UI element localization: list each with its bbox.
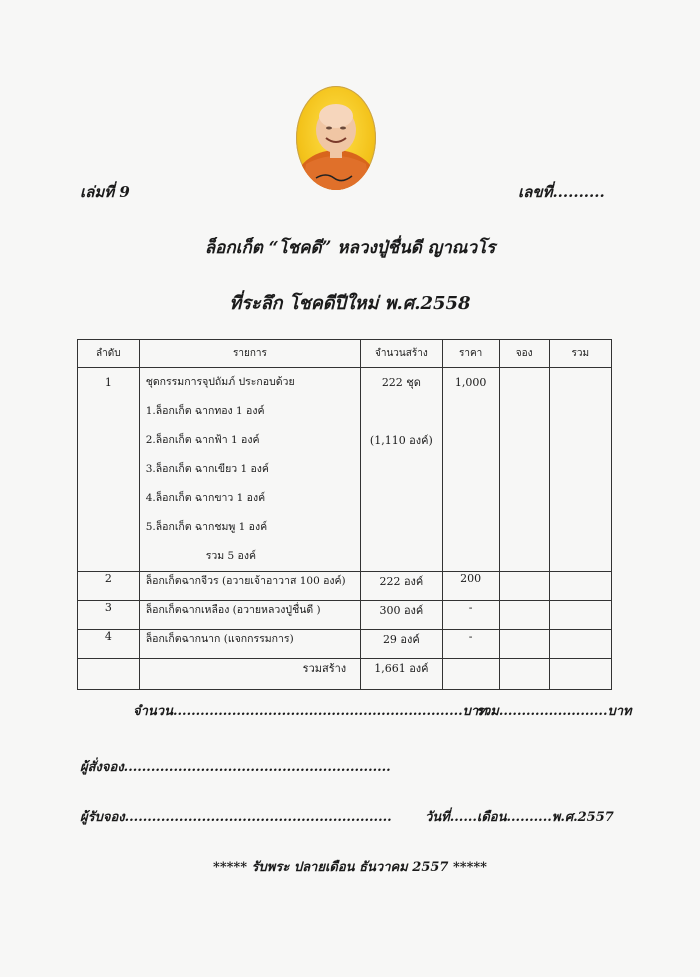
list-item: 2.ล็อกเก็ต ฉากฟ้า 1 องค์	[145, 434, 260, 446]
pickup-notice: ***** รับพระ ปลายเดือน ธันวาคม 2557 *****	[213, 860, 487, 875]
column-header-quantity: จำนวนสร้าง	[361, 340, 442, 368]
table-row	[78, 630, 612, 659]
order-table	[77, 339, 612, 690]
row-quantity: 29 องค์	[361, 630, 442, 659]
row-total-cell[interactable]	[549, 630, 611, 659]
row-reserve-cell[interactable]	[499, 368, 549, 572]
total-amount-field[interactable]: รวม........................บาท	[476, 704, 632, 719]
row-total-cell[interactable]	[549, 572, 611, 601]
list-item: ชุดกรรมการจุปถัมภ์ ประกอบด้วย	[145, 376, 295, 388]
volume-label: เล่มที่ 9	[80, 183, 130, 201]
quantity-note: (1,110 องค์)	[369, 434, 433, 447]
table-row	[78, 368, 612, 572]
row-price: 1,000	[442, 368, 499, 572]
list-item: 4.ล็อกเก็ต ฉากขาว 1 องค์	[145, 492, 266, 504]
column-header-item: รายการ	[139, 340, 360, 368]
row-number: 1	[78, 368, 140, 572]
page-subtitle: ที่ระลึก โชคดีปีใหม่ พ.ศ.2558	[229, 293, 471, 314]
row-description: ล็อกเก็ตฉากจีวร (อวายเจ้าอาวาส 100 องค์)	[139, 572, 360, 601]
row-total-cell[interactable]	[549, 601, 611, 630]
row-price: 200	[442, 572, 499, 601]
table-row	[78, 572, 612, 601]
amount-field[interactable]: จำนวน................................................................บาท	[133, 704, 487, 719]
row-quantity: 222 ชุด (1,110 องค์)	[361, 368, 442, 572]
table-total-row	[78, 659, 612, 690]
row-description: ล็อกเก็ตฉากเหลือง (อวายหลวงปู่ชื่นดี )	[139, 601, 360, 630]
list-item: 5.ล็อกเก็ต ฉากชมพู 1 องค์	[145, 521, 268, 533]
row-number: 2	[78, 572, 140, 601]
date-field[interactable]: วันที่......เดือน..........พ.ศ.2557	[425, 810, 614, 825]
list-item: 1.ล็อกเก็ต ฉากทอง 1 องค์	[145, 405, 265, 417]
row-quantity: 300 องค์	[361, 601, 442, 630]
monk-portrait-illustration	[296, 86, 376, 190]
table-row	[78, 601, 612, 630]
row-description: ล็อกเก็ตฉากนาก (แจกกรรมการ)	[139, 630, 360, 659]
column-header-no: ลำดับ	[78, 340, 140, 368]
table-header-row	[78, 340, 612, 368]
column-header-total: รวม	[549, 340, 611, 368]
total-value: 1,661 องค์	[361, 659, 442, 690]
row-number: 4	[78, 630, 140, 659]
row-reserve-cell[interactable]	[499, 601, 549, 630]
page-title: ล็อกเก็ต “โชคดี” หลวงปู่ชื่นดี ญาณวโร	[204, 238, 496, 258]
column-header-price: ราคา	[442, 340, 499, 368]
orderer-field[interactable]: ผู้สั่งจอง...........................................................	[80, 760, 391, 775]
list-item: 3.ล็อกเก็ต ฉากเขียว 1 องค์	[145, 463, 269, 475]
row-quantity: 222 องค์	[361, 572, 442, 601]
row-price: -	[442, 601, 499, 630]
row-item-list	[139, 368, 360, 572]
column-header-reserve: จอง	[499, 340, 549, 368]
row-reserve-cell[interactable]	[499, 630, 549, 659]
total-label: รวมสร้าง	[139, 659, 360, 690]
serial-number-field: เลขที่..........	[518, 183, 605, 201]
row-reserve-cell[interactable]	[499, 572, 549, 601]
row-total-cell[interactable]	[549, 368, 611, 572]
receiver-field[interactable]: ผู้รับจอง...........................................................	[80, 810, 392, 825]
list-item: รวม 5 องค์	[205, 550, 256, 562]
row-price: -	[442, 630, 499, 659]
row-number: 3	[78, 601, 140, 630]
monk-portrait	[296, 86, 376, 190]
